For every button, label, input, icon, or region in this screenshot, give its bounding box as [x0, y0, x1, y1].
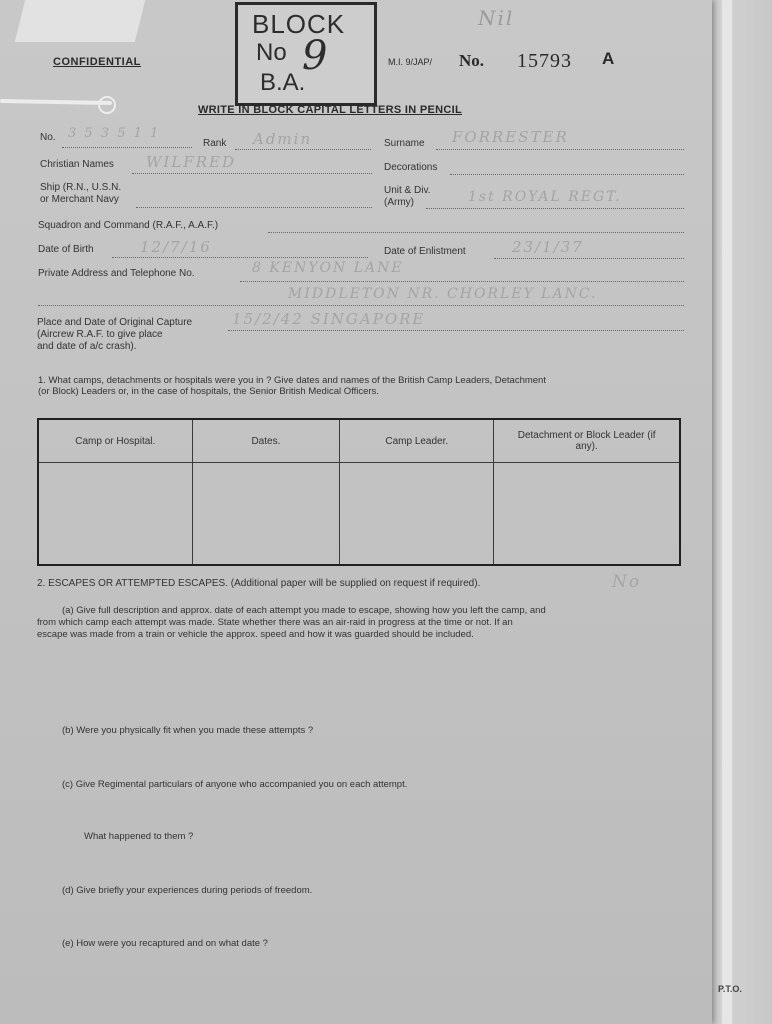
unit-line — [426, 208, 684, 209]
enlistment-value: 23/1/37 — [512, 238, 584, 256]
dob-value: 12/7/16 — [140, 238, 212, 256]
serial-no-label: No. — [459, 51, 485, 70]
christian-names-label: Christian Names — [40, 159, 114, 170]
binding-knot — [98, 96, 116, 114]
rank-label: Rank — [203, 138, 227, 149]
surname-label: Surname — [384, 138, 425, 149]
squadron-line — [268, 232, 684, 233]
unit-label-2: (Army) — [384, 197, 414, 208]
surname-line — [436, 149, 684, 150]
camp-or-hospital-header: Camp or Hospital. — [38, 419, 192, 463]
capture-line — [228, 330, 684, 331]
section2-a-line2: from which camp each attempt was made. State whether there was an air-raid in progress at the time or not. If an — [37, 617, 513, 628]
decorations-line — [450, 174, 684, 175]
leader-cell[interactable] — [340, 463, 494, 566]
capture-label-3: and date of a/c crash). — [37, 341, 137, 352]
service-no-value: 3 5 3 5 1 1 — [68, 126, 161, 141]
surname-value: FORRESTER — [452, 128, 569, 146]
ship-label: Ship (R.N., U.S.N. — [40, 182, 122, 193]
stamp-no-value: 9 — [302, 33, 328, 79]
enlistment-label: Date of Enlistment — [384, 246, 466, 257]
serial-suffix: A — [602, 49, 615, 68]
detachment-leader-header: Detachment or Block Leader (if any). — [494, 419, 680, 463]
address-value-line1: 8 KENYON LANE — [252, 260, 404, 276]
camp-cell[interactable] — [38, 463, 192, 566]
unit-label: Unit & Div. — [384, 185, 431, 196]
camps-table — [37, 418, 681, 566]
address-line-2 — [38, 305, 684, 306]
section2-e: (e) How were you recaptured and on what date ? — [62, 938, 268, 949]
section2-b: (b) Were you physically fit when you made these attempts ? — [62, 725, 314, 736]
table-row — [38, 463, 680, 566]
christian-names-line — [132, 173, 372, 174]
christian-names-value: WILFRED — [146, 153, 236, 171]
ship-label-2: or Merchant Navy — [40, 194, 119, 205]
section2-title: 2. ESCAPES OR ATTEMPTED ESCAPES. (Additional paper will be supplied on request if required). — [37, 578, 481, 589]
section2-c-sub: What happened to them ? — [84, 831, 194, 842]
form-instruction: WRITE IN BLOCK CAPITAL LETTERS IN PENCIL — [198, 104, 462, 116]
service-no-label: No. — [40, 132, 56, 143]
stamp-ba-text: B.A. — [260, 69, 306, 96]
detachment-cell[interactable] — [494, 463, 680, 566]
rank-value: Admin — [253, 130, 313, 148]
section2-d: (d) Give briefly your experiences during periods of freedom. — [62, 885, 313, 896]
paper-tab — [15, 0, 145, 42]
address-label: Private Address and Telephone No. — [38, 268, 195, 279]
enlistment-line — [494, 258, 684, 259]
decorations-label: Decorations — [384, 162, 438, 173]
pto-label: P.T.O. — [718, 984, 742, 994]
dob-line — [112, 257, 368, 258]
service-no-line — [62, 147, 192, 148]
address-value-line2: MIDDLETON NR. CHORLEY LANC. — [288, 286, 598, 302]
capture-label-2: (Aircrew R.A.F. to give place — [37, 329, 163, 340]
binding-string — [0, 99, 112, 105]
reference-code: M.I. 9/JAP/ — [388, 57, 433, 67]
section2-answer: No — [612, 572, 642, 592]
section2-a-line3: escape was made from a train or vehicle the approx. speed and how it was guarded should be included. — [37, 629, 474, 640]
capture-label: Place and Date of Original Capture — [37, 317, 193, 328]
section2-a-line1: (a) Give full description and approx. date of each attempt you made to escape, showing how you left the camp, and — [62, 605, 546, 616]
section1-question: 1. What camps, detachments or hospitals were you in ? Give dates and names of the British Camp Leaders, Detachment — [38, 375, 546, 386]
serial-number: 15793 — [517, 50, 572, 72]
stamp-block-text: BLOCK — [252, 9, 346, 39]
stamp-no-text: No — [256, 39, 287, 66]
back-sheet-edge — [722, 0, 732, 1024]
ship-line — [136, 207, 372, 208]
section2-c: (c) Give Regimental particulars of anyone who accompanied you on each attempt. — [62, 779, 408, 790]
squadron-label: Squadron and Command (R.A.F., A.A.F.) — [38, 220, 219, 231]
unit-value: 1st ROYAL REGT. — [468, 189, 622, 205]
confidential-label: CONFIDENTIAL — [53, 56, 141, 68]
dates-header: Dates. — [192, 419, 340, 463]
dates-cell[interactable] — [192, 463, 340, 566]
camp-leader-header: Camp Leader. — [340, 419, 494, 463]
dob-label: Date of Birth — [38, 244, 94, 255]
handwritten-nil: Nil — [478, 6, 515, 30]
address-line-1 — [240, 281, 684, 282]
capture-value: 15/2/42 SINGAPORE — [232, 310, 426, 328]
camps-table-header — [38, 419, 680, 463]
block-stamp — [235, 2, 377, 106]
section1-question-2: (or Block) Leaders or, in the case of hospitals, the Senior British Medical Officers. — [38, 386, 379, 397]
rank-line — [235, 149, 371, 150]
